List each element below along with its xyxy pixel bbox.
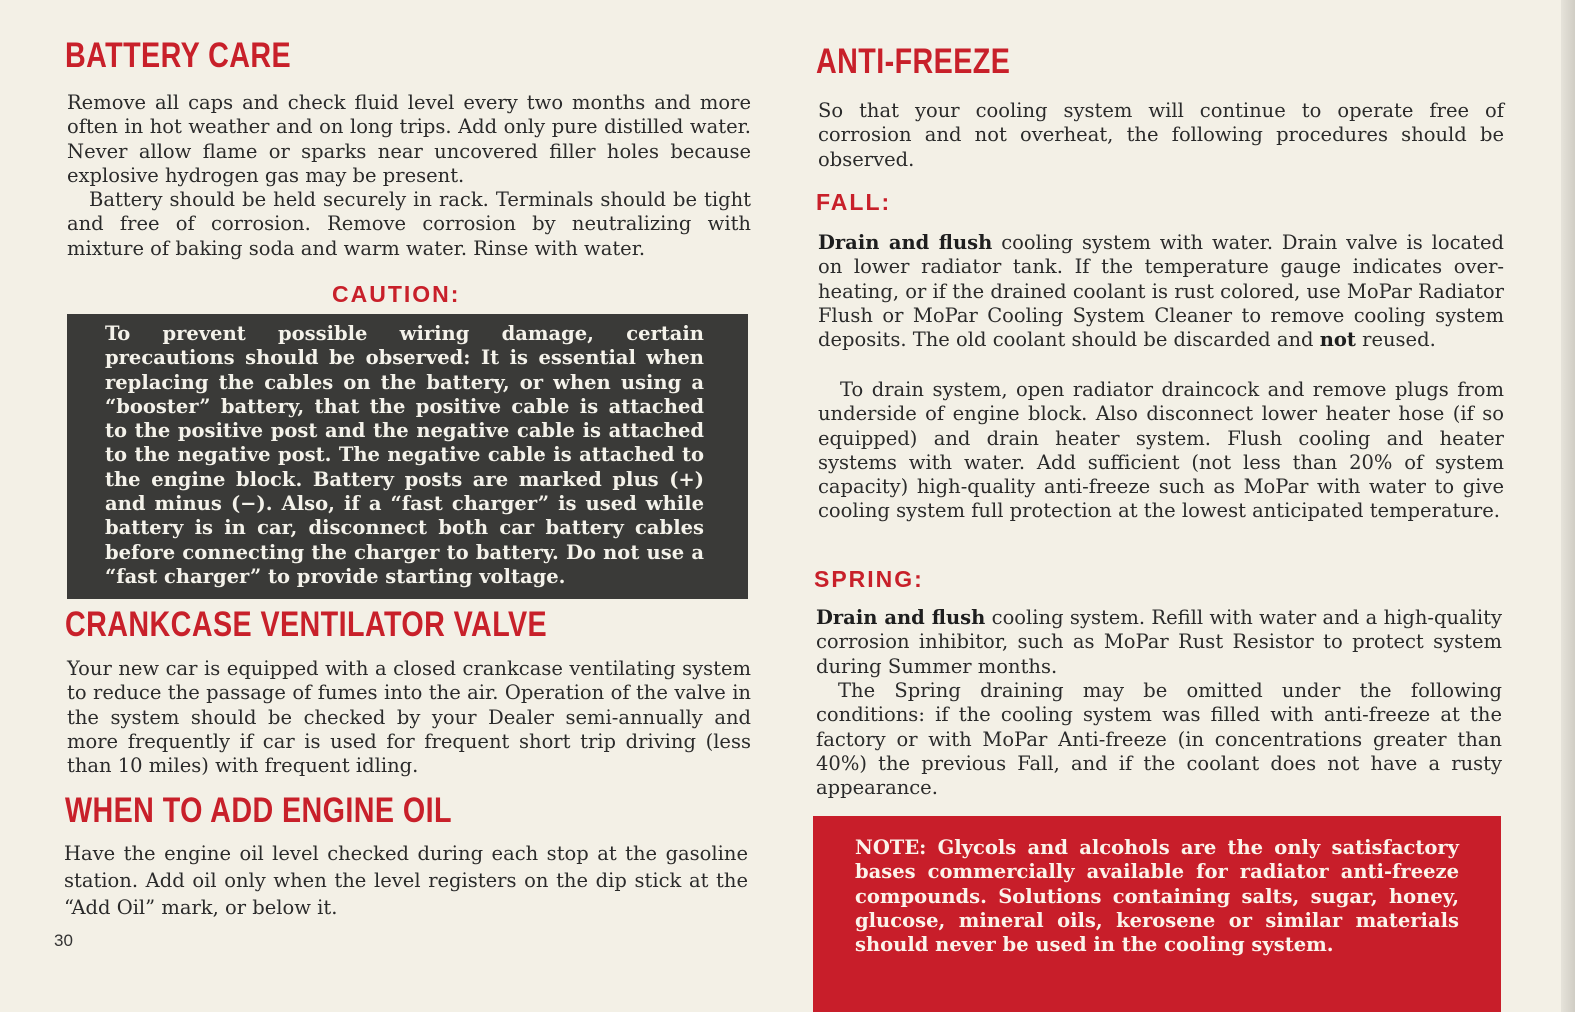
battery-care-paragraph-2: [67, 188, 751, 261]
fall-title: FALL:: [816, 189, 892, 215]
note-box: [813, 816, 1501, 1012]
crankcase-paragraph: [67, 657, 751, 778]
page-number: 30: [54, 931, 73, 950]
engine-oil-title: WHEN TO ADD ENGINE OIL: [65, 791, 452, 830]
anti-freeze-intro: [818, 99, 1504, 172]
fall-lead: Drain and flush: [818, 231, 993, 254]
engine-oil-paragraph: [64, 840, 748, 921]
fall-paragraph-1: [818, 231, 1504, 352]
crankcase-text: Your new car is equipped with a closed crankcase ventilating system to reduce the passage of fumes into the air. Operation of the valve in the system should be checked by your Dealer semi-annually and more frequently if car is used for frequent short trip driving (less than 10 miles) with frequent idling.: [67, 657, 751, 778]
fall-paragraph-2: [818, 378, 1504, 524]
spring-title: SPRING:: [814, 566, 924, 592]
note-text: NOTE: Glycols and alcohols are the only satisfactory bases commercially available for radiator anti-freeze compounds. Solutions containing salts, sugar, honey, glucose, mineral oils, kerosene or similar materials should never be used in the cooling system.: [855, 836, 1459, 957]
spring-paragraph-1: [816, 606, 1502, 679]
anti-freeze-intro-text: So that your cooling system will continue to operate free of corrosion and not overheat, the following procedures should be observed.: [818, 99, 1504, 171]
caution-text: To prevent possible wiring damage, certain precautions should be observed: It is essential when replacing the cables on the battery, or when using a “booster” battery, that the positive cable is attached to the positive post and the negative cable is attached to the negative post. The negative cable is attached to the engine block. Battery posts are marked plus (+) and minus (−). Also, if a “fast charger” is used while battery is in car, disconnect both car battery cables before connecting the charger to battery. Do not use a “fast charger” to provide starting voltage.: [105, 322, 704, 588]
fall-not: not: [1319, 328, 1356, 352]
battery-care-text-1: Remove all caps and check fluid level every two months and more often in hot weather and on long trips. Add only pure distilled water. Never allow flame or sparks near uncovered filler holes because explosive hydrogen gas may be present.: [67, 91, 751, 187]
spring-paragraph-2: [816, 679, 1502, 800]
fall-text-2: To drain system, open radiator draincock and remove plugs from underside of engine block. Also disconnect lower heater hose (if so equipped) and drain heater system. Flush cooling and heater systems with water. Add sufficient (not less than 20% of system capacity) high-quality anti-freeze such as MoPar with water to give cooling system full protection at the lowest anticipated temperature.: [818, 378, 1504, 523]
fall-text-1b: reused.: [1355, 328, 1436, 352]
battery-care-text-2: Battery should be held securely in rack. Terminals should be tight and free of corrosion. Remove corrosion by neutralizing with mixture of baking soda and warm water. Rinse with water.: [67, 188, 751, 260]
fall-text-1a: cooling system with water. Drain valve is located on lower radiator tank. If the temperature gauge indicates over-heating, or if the drained coolant is rust colored, use MoPar Radiator Flush or MoPar Cooling System Cleaner to remove cooling system deposits. The old coolant should be discarded and: [818, 231, 1504, 352]
engine-oil-text: Have the engine oil level checked during each stop at the gasoline station. Add oil only when the level registers on the dip stick at the “Add Oil” mark, or below it.: [64, 842, 748, 919]
page-edge: [1561, 0, 1575, 1012]
battery-care-paragraph-1: [67, 91, 751, 188]
spring-lead: Drain and flush: [816, 606, 986, 629]
caution-title: CAUTION:: [332, 281, 461, 307]
anti-freeze-title: ANTI-FREEZE: [816, 42, 1011, 81]
spring-text-2: The Spring draining may be omitted under the following conditions: if the cooling system was filled with anti-freeze at the factory or with MoPar Anti-freeze (in concentrations greater than 40%) the previous Fall, and if the coolant does not have a rusty appearance.: [816, 679, 1502, 800]
spring-text-1: cooling system. Refill with water and a high-quality corrosion inhibitor, such as MoPar Rust Resistor to protect system during Summer months.: [816, 606, 1502, 678]
battery-care-title: BATTERY CARE: [65, 36, 292, 75]
crankcase-title: CRANKCASE VENTILATOR VALVE: [65, 605, 548, 644]
caution-box: [67, 314, 748, 599]
